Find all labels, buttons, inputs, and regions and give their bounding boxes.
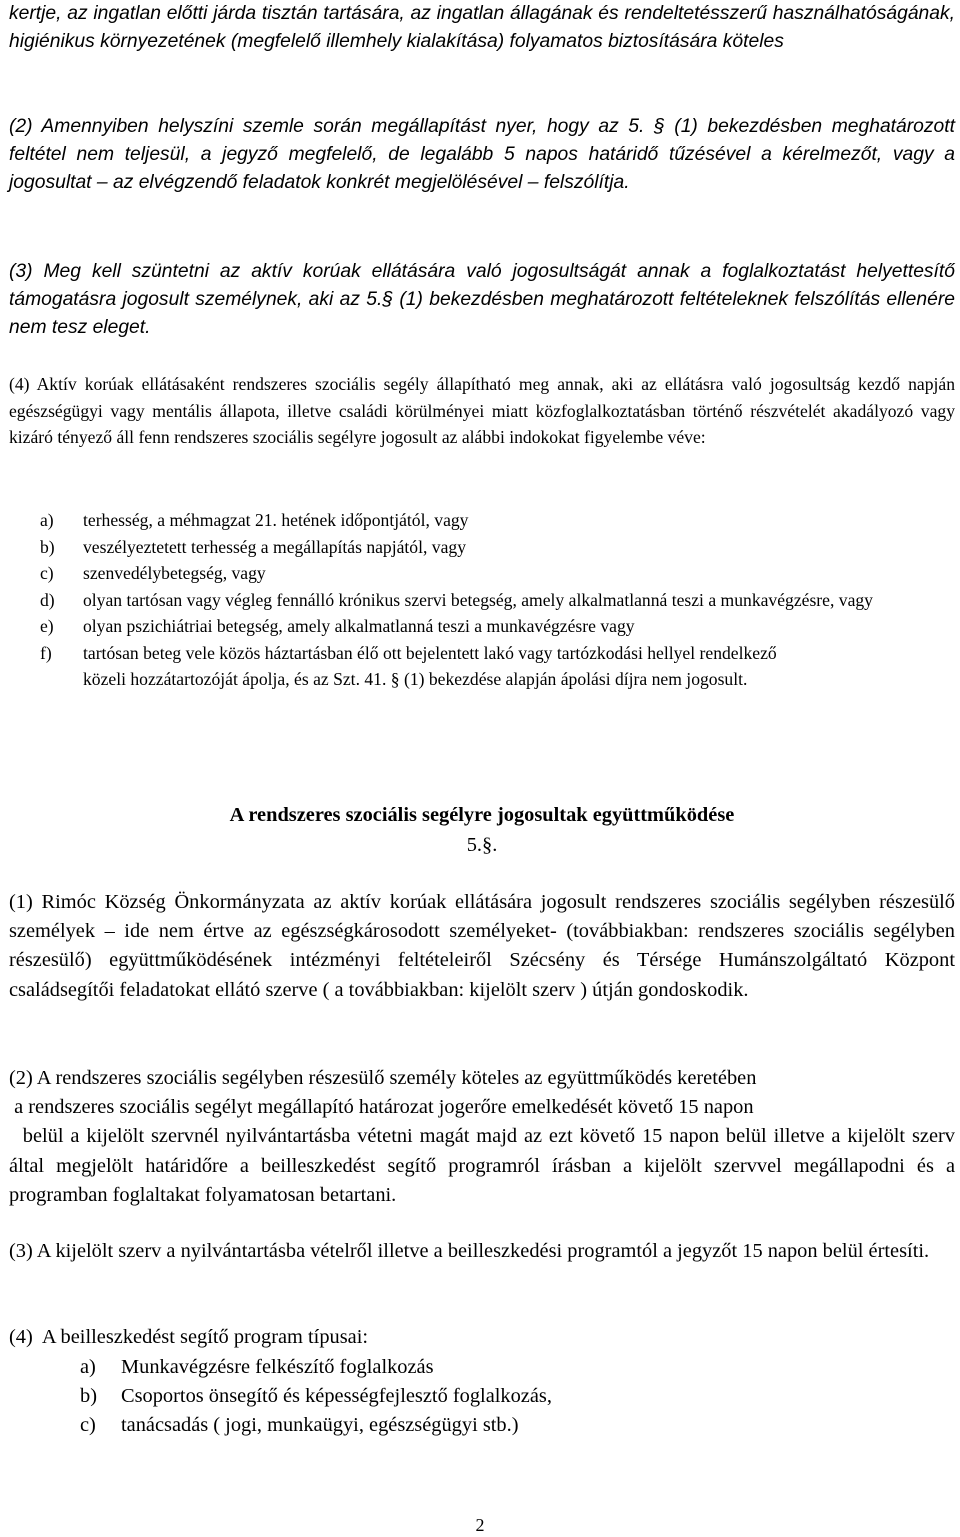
list-item-continuation (9, 666, 955, 693)
list-marker: f) (40, 642, 52, 663)
list-item (9, 1353, 955, 1382)
section-paragraph-3: (3) A kijelölt szerv a nyilvántartásba vételről illetve a beilleszkedési programtól a jegyzőt 15 napon belül értesíti. (9, 1240, 930, 1262)
page-number: 2 (475, 1515, 485, 1535)
list-item-text: tanácsadás ( jogi, munkaügyi, egészségügyi stb.) (121, 1414, 519, 1437)
list-item (9, 560, 955, 587)
list-item-text: tartósan beteg vele közös háztartásban élő ott bejelentett lakó vagy tartózkodási hellyel rendelkező (83, 642, 777, 663)
list-item-text: veszélyeztetett terhesség a megállapítás napjától, vagy (83, 536, 466, 557)
list-marker: e) (40, 616, 54, 636)
paragraph-line: belül a kijelölt szervnél nyilvántartásba vétetni magát majd az ezt követő 15 napon belül illetve a kijelölt szerv által megjelölt határidőre a beilleszkedést segítő programról írásban a kijelölt szervvel megállapodni és a programban foglaltakat folyamatosan betartani. (9, 1125, 960, 1206)
list-marker: d) (40, 589, 55, 610)
list-item-text: terhesség, a méhmagzat 21. hetének időpontjától, vagy (83, 510, 469, 530)
section-heading: A rendszeres szociális segélyre jogosultak együttműködése (229, 804, 735, 826)
list-item (9, 1382, 955, 1411)
list-marker: a) (80, 1356, 96, 1378)
list-item (9, 1411, 955, 1440)
list-item (9, 640, 955, 667)
section-paragraph-1: (1) Rimóc Község Önkormányzata az aktív korúak ellátására jogosult rendszeres szociális segélyben részesülő személyek – ide nem értve az egészségkárosodott személyeket- (továbbiakban: rendszeres szociális segélyben részesülő) együttműködésének intézményi feltételeiről Szécsény és Térsége Humánszolgáltató Központ családsegítői feladatokat ellátó szerve ( a továbbiakban: kijelölt szerv ) útján gondoskodik. (9, 891, 955, 1001)
list-marker: a) (40, 510, 54, 530)
paragraph-2: (2) Amennyiben helyszíni szemle során megállapítást nyer, hogy az 5. § (1) bekezdésben meghatározott feltétel nem teljesül, a jegyző megfelelő, de legalább 5 napos határidő tűzésével a kérelmezőt, vagy a jogosultat – az elvégzendő feladatok konkrét megjelölésével – felszólítja. (9, 116, 955, 194)
list-item (9, 534, 955, 561)
section-number: 5.§. (466, 834, 498, 856)
list-item-text: olyan pszichiátriai betegség, amely alkalmatlanná teszi a munkavégzésre vagy (83, 616, 635, 636)
list-item-text: Munkavégzésre felkészítő foglalkozás (121, 1356, 434, 1378)
list-item (9, 613, 955, 640)
reason-list (9, 507, 955, 693)
paragraph-4: (4) Aktív korúak ellátásaként rendszeres szociális segély állapítható meg annak, aki az ellátásra való jogosultság kezdő napján egészségügyi vagy mentális állapota, illetve családi körülményei miatt közfoglalkoztatásban történő részvételét akadályozó vagy kizáró tényező áll fenn rendszeres szociális segélyre jogosult az alábbi indokokat figyelembe véve: (9, 374, 955, 447)
section-paragraph-4: (4) A beilleszkedést segítő program típusai: (9, 1326, 369, 1348)
list-item-text: közeli hozzátartozóját ápolja, és az Szt. 41. § (1) bekezdése alapján ápolási díjra nem jogosult. (83, 669, 748, 689)
intro-paragraph: kertje, az ingatlan előtti járda tisztán tartására, az ingatlan állagának és rendeltetésszerű használhatóságának, higiénikus környezetének (megfelelő illemhely kialakítása) folyamatos biztosítására köteles (9, 3, 955, 53)
list-item-text: olyan tartósan vagy végleg fennálló krónikus szervi betegség, amely alkalmatlanná teszi a munkavégzésre, vagy (83, 589, 873, 610)
list-item-text: Csoportos önsegítő és képességfejlesztő foglalkozás, (121, 1385, 552, 1408)
paragraph-line: a rendszeres szociális segélyt megállapító határozat jogerőre emelkedését követő 15 napon (9, 1096, 754, 1119)
program-type-list (9, 1353, 955, 1441)
list-item (9, 507, 955, 534)
section-paragraph-2 (9, 1064, 960, 1210)
paragraph-line: (2) A rendszeres szociális segélyben részesülő személy köteles az együttműködés keretében (9, 1067, 757, 1089)
list-marker: c) (80, 1414, 96, 1437)
list-item-text: szenvedélybetegség, vagy (83, 563, 266, 583)
list-marker: b) (80, 1385, 97, 1408)
list-item (9, 587, 955, 614)
paragraph-3: (3) Meg kell szüntetni az aktív korúak ellátására való jogosultságát annak a foglalkoztatást helyettesítő támogatásra jogosult személynek, aki az 5.§ (1) bekezdésben meghatározott feltételeknek felszólítás ellenére nem tesz eleget. (9, 261, 955, 339)
list-marker: b) (40, 536, 55, 557)
list-marker: c) (40, 563, 54, 583)
